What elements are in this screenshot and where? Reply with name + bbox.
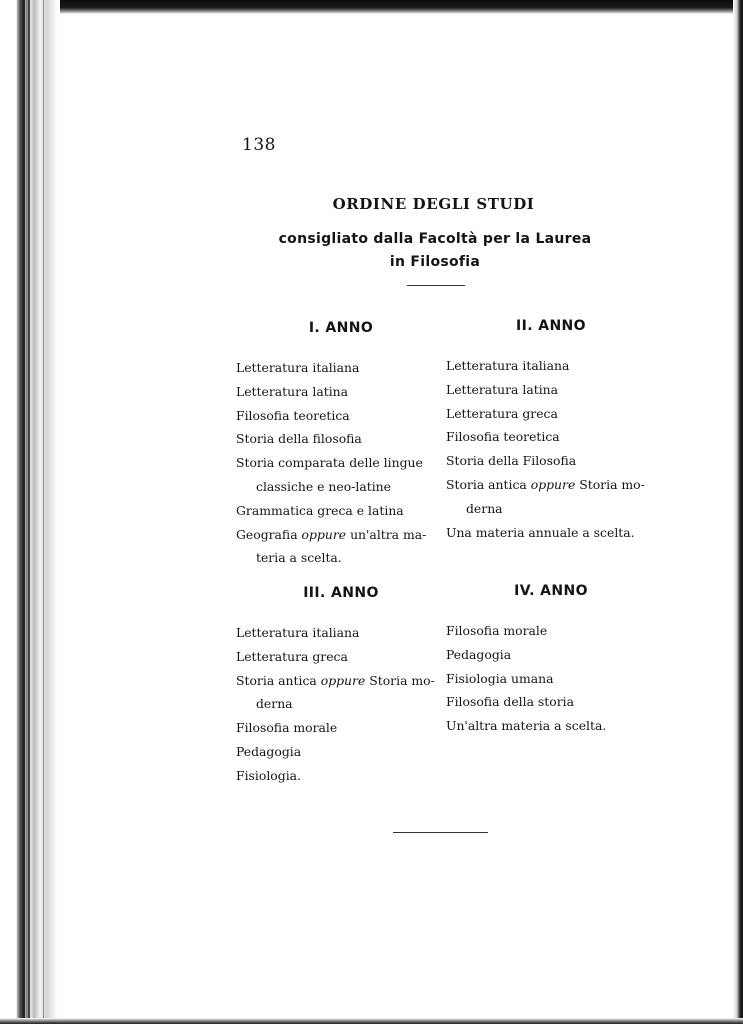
list-item: Letteratura italiana (236, 625, 360, 640)
year-column-2 (446, 318, 656, 544)
subject-list (446, 354, 656, 544)
list-item-continuation: derna (256, 696, 293, 712)
subtitle-line: consigliato dalla Facoltà per la Laurea (278, 231, 592, 247)
list-item (236, 451, 446, 499)
list-item: Una materia annuale a scelta. (446, 524, 635, 540)
divider-rule (407, 285, 465, 286)
page-title: ORDINE DEGLI STUDI (332, 195, 535, 213)
page-number: 138 (242, 135, 276, 155)
list-item-text: Storia antica (446, 476, 527, 492)
year-column-4 (446, 583, 656, 738)
list-item (236, 669, 446, 717)
list-item: Filosofia della storia (446, 694, 574, 710)
book-spine (0, 0, 60, 1024)
subtitle-line: in Filosofia (389, 254, 481, 270)
divider-rule (393, 832, 488, 833)
list-item-continuation: derna (466, 500, 503, 516)
list-item-continuation: teria a scelta. (256, 550, 342, 566)
list-item: Filosofia teoretica (446, 429, 560, 445)
subject-list (446, 619, 656, 738)
list-item: Filosofia morale (236, 720, 338, 736)
list-item: Fisiologia umana (446, 670, 554, 686)
spine-shadow (43, 0, 44, 1024)
list-item: Letteratura greca (446, 405, 558, 421)
scan-top-edge (0, 0, 743, 14)
spine-shadow (28, 0, 30, 1024)
list-item: Un'altra materia a scelta. (446, 718, 607, 734)
list-item: Grammatica greca e latina (236, 502, 404, 518)
list-item-alternative: oppure (320, 672, 366, 688)
list-item-text: Geografia (236, 526, 298, 542)
list-item (236, 523, 446, 571)
list-item: Letteratura latina (236, 383, 349, 399)
list-item: Letteratura italiana (236, 360, 360, 375)
list-item: Storia della Filosofia (446, 453, 577, 469)
list-item: Filosofia teoretica (236, 407, 350, 423)
spine-shadow (22, 0, 25, 1024)
scan-right-edge (733, 0, 743, 1024)
list-item-text: Storia antica (236, 672, 317, 688)
list-item: Letteratura latina (446, 381, 559, 397)
list-item: Pedagogia (236, 743, 302, 759)
list-item: Storia della filosofia (236, 431, 362, 447)
list-item: Fisiologia. (236, 767, 301, 783)
scan-bottom-edge (0, 1018, 743, 1024)
subject-list (236, 356, 446, 570)
year-column-1 (236, 320, 446, 570)
list-item: Letteratura italiana (446, 358, 570, 373)
list-item (446, 473, 656, 521)
year-column-3 (236, 585, 446, 788)
page-subtitle (250, 228, 620, 274)
list-item: Pedagogia (446, 646, 512, 662)
list-item: Letteratura greca (236, 648, 348, 664)
year-heading: III. ANNO (303, 585, 379, 601)
list-item: Filosofia morale (446, 623, 548, 638)
list-item-alternative: oppure (530, 476, 576, 492)
list-item-text: Storia mo- (369, 672, 435, 688)
list-item-text: un'altra ma- (350, 526, 427, 542)
list-item-text: Storia comparata delle lingue (236, 455, 423, 471)
year-heading: I. ANNO (308, 320, 374, 336)
list-item-alternative: oppure (301, 526, 347, 542)
list-item-text: Storia mo- (579, 476, 645, 492)
list-item-continuation: classiche e neo-latine (256, 478, 391, 494)
year-heading: IV. ANNO (514, 583, 588, 599)
subject-list (236, 621, 446, 788)
year-heading: II. ANNO (516, 318, 586, 334)
